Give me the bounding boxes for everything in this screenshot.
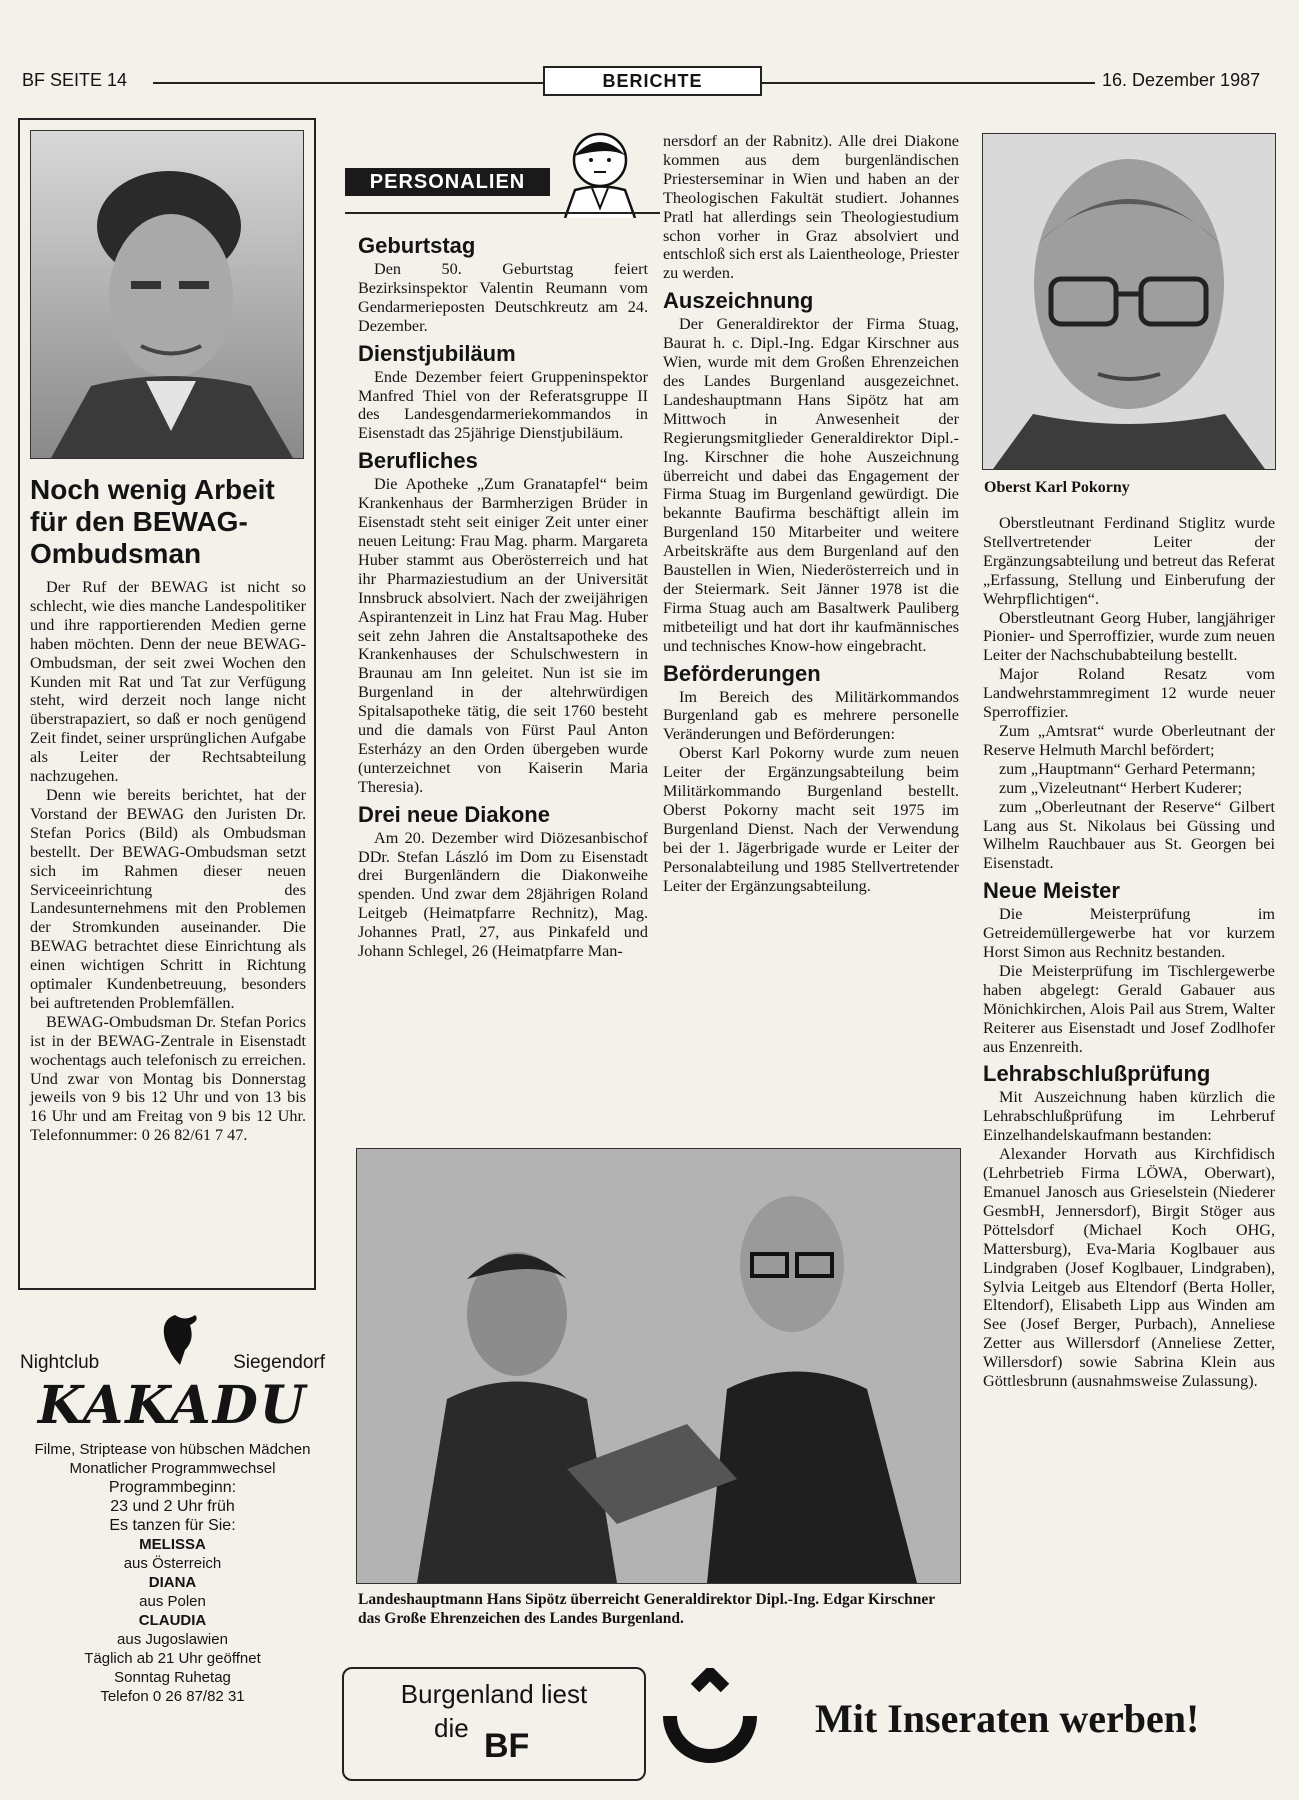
section-heading: Lehrabschlußprüfung <box>983 1061 1211 1087</box>
personalien-label: PERSONALIEN <box>345 168 550 196</box>
ad-line: aus Österreich <box>123 1555 222 1572</box>
ad-line: Sonntag Ruhetag <box>114 1669 231 1686</box>
nightclub-ad <box>20 1310 325 1705</box>
inserate-slogan: Mit Inseraten werben! <box>815 1696 1200 1741</box>
personalien-header <box>345 128 660 218</box>
personalien-col1 <box>358 228 648 961</box>
ceremony-caption: Landeshauptmann Hans Sipötz überreicht Generaldirektor Dipl.-Ing. Edgar Kirschner das Große Ehrenzeichen des Landes Burgenland. <box>358 1591 935 1627</box>
section-text: Im Bereich des Militärkommandos Burgenland gab es mehrere personelle Veränderungen und Beförderungen: <box>663 687 959 744</box>
ad-location-label: Siegendorf <box>233 1352 325 1373</box>
ad-line: CLAUDIA <box>138 1612 207 1629</box>
ad-line: DIANA <box>148 1574 197 1591</box>
left-article-headline: Noch wenig Arbeit für den BEWAG-Ombudsman <box>30 474 275 569</box>
ad-line: Telefon 0 26 87/82 31 <box>100 1688 245 1705</box>
header-rule-right <box>760 82 1095 84</box>
section-text: Die Apotheke „Zum Granatapfel“ beim Krankenhaus der Barmherzigen Brüder in Eisenstadt steht seit einiger Zeit unter einer neuen Leitung: Frau Mag. pharm. Margareta Huber stammt aus Oberösterreich und hat ihr Pharmaziestudium an der Universität Innsbruck absolviert. Nach der zweijährigen Aspirantenzeit in Linz hat Frau Mag. Huber seit zehn Jahren die Anstaltsapotheke des Krankenhauses der Schulschwestern in Braunau am Inn geleitet. Nun ist sie im Burgenland in der altehrwürdigen Spitalsapotheke tätig, die seit 1760 besteht und die damals von Fürst Paul Anton Esterházy an den Orden übergeben wurde (unterzeichnet von Kaiserin Maria Theresia). <box>358 475 648 796</box>
porics-photo <box>30 130 304 459</box>
section-text: Alexander Horvath aus Kirchfidisch (Lehrbetrieb Firma LÖWA, Oberwart), Emanuel Janosch aus Grieselstein (Niederer GesmbH, Jennersdorf), Birgit Stöger aus Pöttelsdorf (Michael Koch OHG, Mattersburg), Eva-Maria Koglbauer aus Lindgraben (Josef Koglbauer, Lindgraben), Sylvia Leitgeb aus Eltendorf (Berta Holler, Eltendorf), Elisabeth Lipp aus Winden am See (Josef Berger, Purbach), Anneliese Zetter aus Willersdorf (Anneliese Zetter, Willersdorf) sowie Sabrina Klein aus Göttlesbrunn (ausnahmsweise Zulassung). <box>983 1145 1275 1391</box>
page-number: BF SEITE 14 <box>22 70 128 90</box>
cockatoo-icon <box>140 1310 210 1370</box>
section-text: Ende Dezember feiert Gruppeninspektor Manfred Thiel von der Referatsgruppe II des Landesgendarmeriekommandos in Eisenstadt das 25jährige Dienstjubiläum. <box>358 367 648 443</box>
ad-line: Filme, Striptease von hübschen Mädchen <box>34 1441 311 1458</box>
ad-line: Täglich ab 21 Uhr geöffnet <box>84 1650 261 1667</box>
bf-ad-line2: die <box>434 1713 469 1743</box>
issue-date: 16. Dezember 1987 <box>1102 70 1261 90</box>
section-text: Am 20. Dezember wird Diözesanbischof DDr. Stefan László im Dom zu Eisenstadt drei Burgenländern die Diakonweihe spenden. Und zwar dem 28jährigen Roland Leitgeb (Heimatpfarre Rechnitz), Mag. Johannes Pratl, 27, aus Pinkafeld und Johann Schlegel, 26 (Heimatpfarre Man- <box>358 828 648 961</box>
section-heading: Drei neue Diakone <box>358 801 550 827</box>
section-text: Oberst Karl Pokorny wurde zum neuen Leiter der Ergänzungsabteilung beim Militärkommando Burgenland bestellt. Oberst Pokorny macht seit 1975 im Burgenland Dienst. Nach der Verwendung bei der 1. Jägerbrigade wurde er Leiter der Personalabteilung und 1985 Stellvertretender Leiter der Ergänzungsabteilung. <box>663 744 959 895</box>
ad-line: aus Jugoslawien <box>117 1631 228 1648</box>
pokorny-photo <box>982 133 1276 470</box>
personalien-rule <box>345 212 660 214</box>
left-paragraph: BEWAG-Ombudsman Dr. Stefan Porics ist in der BEWAG-Zentrale in Eisenstadt wochentags auch telefonisch zu erreichen. Und zwar von Montag bis Donnerstag jeweils von 9 bis 12 Uhr und von 13 bis 16 Uhr und am Freitag von 9 bis 12 Uhr. Telefonnummer: 0 26 82/61 7 47. <box>30 1012 306 1145</box>
ad-nightclub-label: Nightclub <box>20 1352 100 1373</box>
section-heading: Neue Meister <box>983 878 1120 904</box>
person-icon <box>550 128 650 218</box>
ad-line: 23 und 2 Uhr früh <box>110 1498 235 1515</box>
section-text: zum „Oberleutnant der Reserve“ Gilbert Lang aus St. Nikolaus bei Güssing und Wilhelm Rauchbauer aus St. Georgen bei Eisenstadt. <box>983 797 1275 873</box>
section-heading: Beförderungen <box>663 660 821 686</box>
section-text: zum „Vizeleutnant“ Herbert Kuderer; <box>999 778 1243 797</box>
section-text: Mit Auszeichnung haben kürzlich die Lehrabschlußprüfung im Lehrberuf Einzelhandelskaufmann bestanden: <box>983 1088 1275 1145</box>
section-text: zum „Hauptmann“ Gerhard Petermann; <box>999 759 1256 778</box>
bf-logo: BF <box>484 1727 530 1765</box>
ad-line: Monatlicher Programmwechsel <box>69 1460 276 1477</box>
section-text: Major Roland Resatz vom Landwehrstammregiment 12 wurde neuer Sperroffizier. <box>983 665 1275 722</box>
header-rule-left <box>153 82 543 84</box>
bf-ad-line1: Burgenland liest <box>400 1679 588 1709</box>
ad-line: MELISSA <box>139 1536 206 1553</box>
left-paragraph: Der Ruf der BEWAG ist nicht so schlecht, wie dies manche Landespolitiker und ihre rapportierenden Medien gerne haben möchten. Denn der neue BEWAG-Ombudsman, der seit zwei Wochen den Kunden mit Rat und Tat zur Verfügung steht, wird derzeit noch lange nicht überstrapaziert, so daß er noch genügend Zeit findet, seiner ursprünglichen Aufgabe als Leiter der Rechtsabteilung nachzugehen. <box>30 578 306 786</box>
personalien-col3 <box>983 514 1275 1391</box>
section-text: Oberstleutnant Georg Huber, langjähriger Pionier- und Sperroffizier, wurde zum neuen Leiter der Nachschubabteilung bestellt. <box>983 608 1275 665</box>
section-text: Die Meisterprüfung im Tischlergewerbe haben abgelegt: Gerald Gabauer aus Mönichkirchen, Alois Pail aus Strem, Walter Reiterer aus Eisenstadt und Josef Zodlhofer aus Enzenreith. <box>983 961 1275 1056</box>
section-text: Oberstleutnant Ferdinand Stiglitz wurde Stellvertretender Leiter der Ergänzungsabteilung und betreut das Referat „Erfassung, Stellung und Einberufung der Wehrpflichtigen“. <box>983 514 1275 608</box>
ad-line: Programmbeginn: <box>108 1479 237 1496</box>
bf-ad-box <box>342 1667 646 1781</box>
ad-line: Es tanzen für Sie: <box>109 1517 236 1534</box>
section-heading: Dienstjubiläum <box>358 340 516 366</box>
ad-line: aus Polen <box>139 1593 206 1610</box>
pokorny-caption: Oberst Karl Pokorny <box>984 479 1130 496</box>
kakadu-logo: KAKADU <box>37 1375 308 1436</box>
left-paragraph: Denn wie bereits berichtet, hat der Vorstand der BEWAG den Juristen Dr. Stefan Porics (Bild) als Ombudsman bestellt. Der BEWAG-Ombudsman setzt sich im Rahmen dieser neuen Serviceeinrichtung des Landesunternehmens mit den Problemen der Stromkunden auseinander. Die BEWAG betrachtet diese Einrichtung als einen wichtigen Schritt in Richtung optimaler Kundenbetreuung, besonders bei auftretenden Problemfällen. <box>30 785 306 1012</box>
section-text: Den 50. Geburtstag feiert Bezirksinspektor Valentin Reumann vom Gendarmerieposten Deutschkreutz am 24. Dezember. <box>358 260 648 335</box>
stuag-logo-icon <box>660 1668 760 1773</box>
ad-details <box>20 1440 325 1706</box>
section-text: Die Meisterprüfung im Getreidemüllergewerbe hat vor kurzem Horst Simon aus Rechnitz bestanden. <box>983 905 1275 962</box>
section-text: Zum „Amtsrat“ wurde Oberleutnant der Reserve Helmuth Marchl befördert; <box>983 721 1275 759</box>
section-text: Der Generaldirektor der Firma Stuag, Baurat h. c. Dipl.-Ing. Edgar Kirschner aus Wien, wurde mit dem Großen Ehrenzeichen des Landes Burgenland ausgezeichnet. Landeshauptmann Hans Sipötz hat am Mittwoch in Anwesenheit der Regierungsmitglieder Generaldirektor Dipl.-Ing. Kirschner die hohe Auszeichnung überreicht und dabei das Engagement der Firma Stuag im Burgenland gewürdigt. Die bekannte Baufirma beschäftigt allein im Burgenland 150 Mitarbeiter und weitere Arbeitskräfte aus dem Burgenland auf den Baustellen in Wien, Niederösterreich und in der Steiermark. Seit Jänner 1978 ist die Firma Stuag auch am Basaltwerk Pauliberg mitbeteiligt und hat dort ihr kaufmännisches und technisches Know-how eingebracht. <box>663 315 959 655</box>
personalien-col2 <box>663 132 959 896</box>
section-heading: Auszeichnung <box>663 288 814 314</box>
section-heading: Geburtstag <box>358 233 476 258</box>
section-label: BERICHTE <box>543 66 762 96</box>
section-heading: Berufliches <box>358 448 478 474</box>
left-article-body <box>30 578 306 1145</box>
ceremony-photo <box>356 1148 961 1584</box>
section-text: nersdorf an der Rabnitz). Alle drei Diakone kommen aus dem burgenländischen Priesterseminar in Wien und haben an der Theologischen Fakultät studiert. Johannes Pratl hat allerdings sein Theologiestudium schon vorher in Graz absolviert und entschloß sich erst als Laientheologe, Priester zu werden. <box>663 132 959 283</box>
